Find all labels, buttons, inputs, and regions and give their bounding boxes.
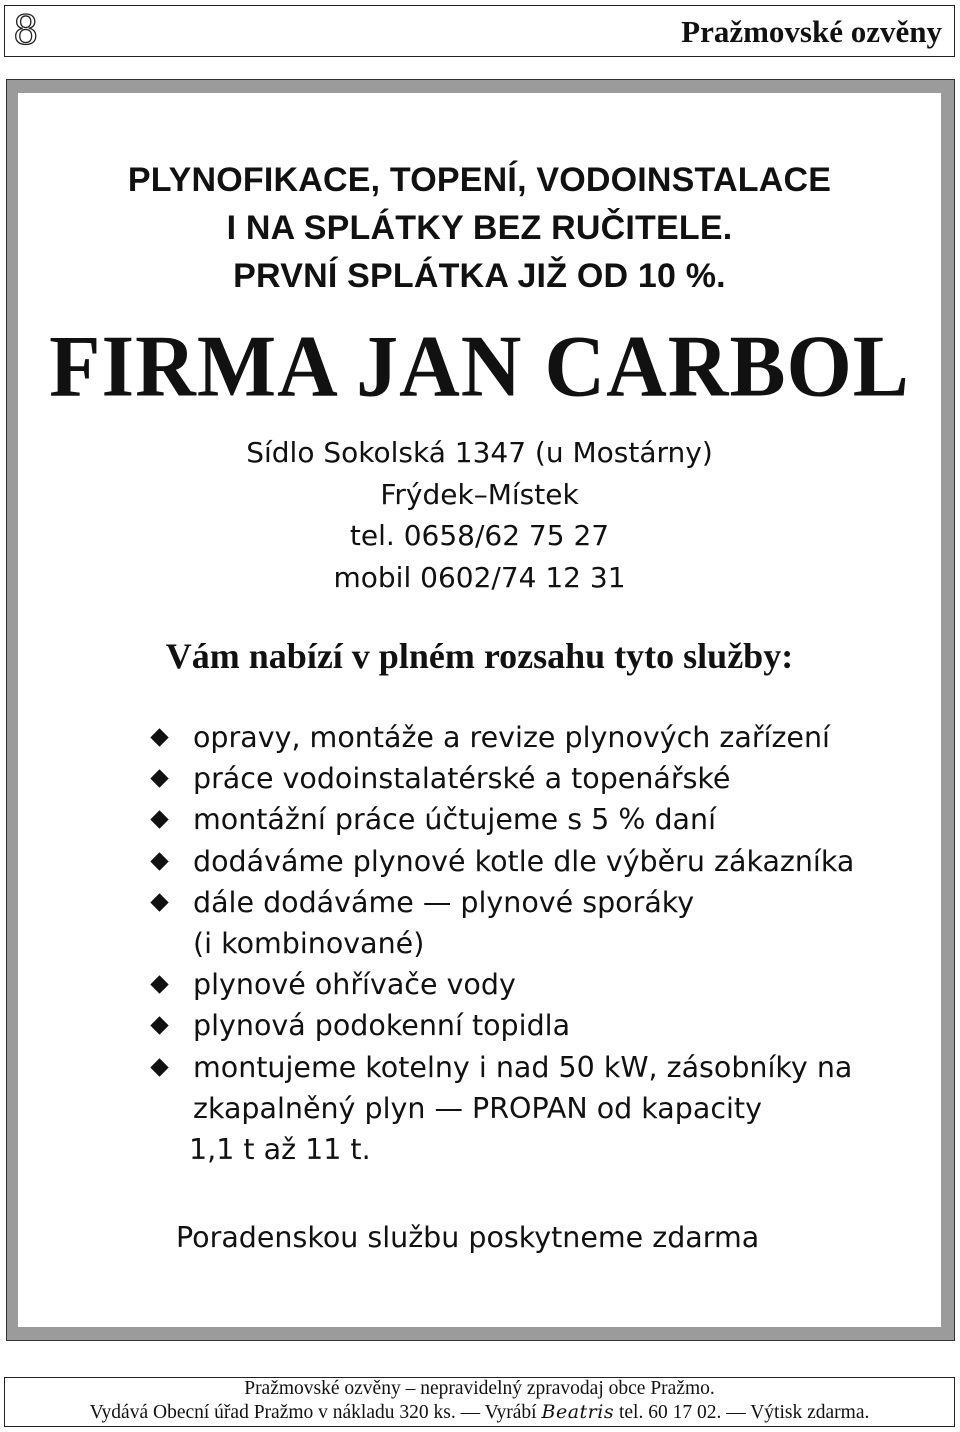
colophon-line: Pražmovské ozvěny – nepravidelný zpravodaj obce Pražmo. — [244, 1378, 715, 1399]
list-item — [151, 1047, 911, 1088]
printer-logo: Beatris — [541, 1400, 615, 1423]
service-text: plynová podokenní topidla — [193, 1009, 571, 1043]
diamond-bullet-icon — [151, 729, 168, 746]
list-item — [151, 1005, 911, 1046]
page-header — [4, 5, 955, 57]
services-list — [151, 717, 911, 1170]
advertisement-frame — [6, 79, 955, 1341]
diamond-bullet-icon — [151, 1017, 168, 1034]
list-item — [151, 717, 911, 758]
list-item — [151, 758, 911, 799]
colophon-line — [5, 1401, 954, 1425]
service-text: dodáváme plynové kotle dle výběru zákazníka — [193, 844, 855, 878]
diamond-bullet-icon — [151, 811, 168, 828]
headline-line: PRVNÍ SPLÁTKA JIŽ OD 10 %. — [233, 257, 726, 295]
list-item — [151, 799, 911, 840]
colophon-text: tel. 60 17 02. — Výtisk zdarma. — [618, 1401, 870, 1423]
colophon — [4, 1377, 955, 1427]
service-text: montážní práce účtujeme s 5 % daní — [193, 803, 716, 837]
advertisement-body — [18, 93, 941, 1327]
diamond-bullet-icon — [151, 1059, 168, 1076]
list-item — [151, 964, 911, 1005]
diamond-bullet-icon — [151, 894, 168, 911]
diamond-bullet-icon — [151, 976, 168, 993]
ad-headline — [18, 156, 941, 300]
colophon-text: Vydává Obecní úřad Pražmo v nákladu 320 ks. — Vyrábí — [89, 1401, 537, 1423]
service-text: práce vodoinstalatérské a topenářské — [193, 762, 731, 796]
firm-address — [18, 432, 941, 598]
list-item — [151, 841, 911, 882]
diamond-bullet-icon — [151, 770, 168, 787]
address-line: Sídlo Sokolská 1347 (u Mostárny) — [246, 436, 713, 469]
headline-line: PLYNOFIKACE, TOPENÍ, VODOINSTALACE — [127, 161, 832, 199]
consulting-note: Poradenskou službu poskytneme zdarma — [176, 1221, 760, 1254]
service-text: montujeme kotelny i nad 50 kW, zásobníky na — [193, 1050, 853, 1084]
phone-line: tel. 0658/62 75 27 — [349, 519, 610, 552]
page-number: 8 — [13, 8, 39, 54]
service-text: plynové ohřívače vody — [193, 968, 516, 1002]
mobile-line: mobil 0602/74 12 31 — [333, 560, 626, 594]
services-heading: Vám nabízí v plném rozsahu tyto služby: — [165, 636, 794, 676]
diamond-bullet-icon — [151, 853, 168, 870]
service-text-continuation: (i kombinované) — [193, 927, 425, 961]
journal-title: Pražmovské ozvěny — [681, 14, 942, 49]
service-text: dále dodáváme — plynové sporáky — [193, 885, 695, 919]
firm-name: FIRMA JAN CARBOL — [49, 317, 910, 416]
service-text: opravy, montáže a revize plynových zařízení — [193, 721, 830, 754]
service-text-continuation: zkapalněný plyn — PROPAN od kapacity — [193, 1091, 762, 1125]
list-item — [151, 882, 911, 923]
service-text-continuation: 1,1 t až 11 t. — [189, 1133, 371, 1167]
headline-line: I NA SPLÁTKY BEZ RUČITELE. — [226, 209, 733, 247]
address-line: Frýdek–Místek — [380, 477, 579, 511]
